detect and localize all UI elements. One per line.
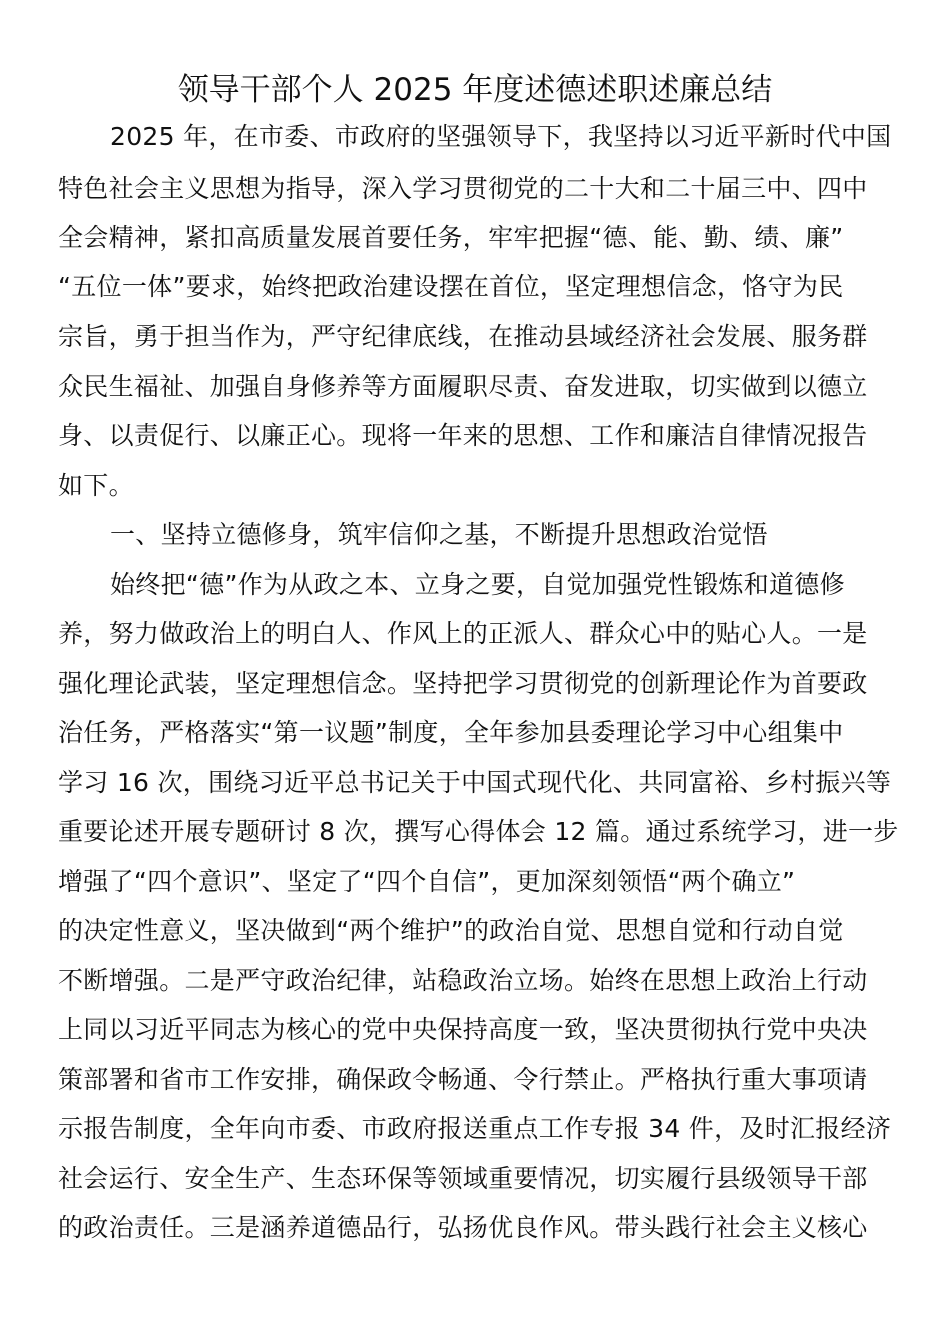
paragraph-line: 众民生福祉、加强自身修养等方面履职尽责、奋发进取，切实做到以德立 [58,372,868,401]
paragraph-line: 不断增强。二是严守政治纪律，站稳政治立场。始终在思想上政治上行动 [58,966,868,995]
paragraph-line: 如下。 [58,471,134,500]
paragraph-line: 治任务，严格落实“第一议题”制度，全年参加县委理论学习中心组集中 [58,718,844,747]
paragraph-line: 全会精神，紧扣高质量发展首要任务，牢牢把握“德、能、勤、绩、廉” [58,223,844,252]
paragraph-line: 的政治责任。三是涵养道德品行，弘扬优良作风。带头践行社会主义核心 [58,1213,868,1242]
paragraph-line: 特色社会主义思想为指导，深入学习贯彻党的二十大和二十届三中、四中 [58,174,868,203]
paragraph-line: 增强了“四个意识”、坚定了“四个自信”，更加深刻领悟“两个确立” [58,867,796,896]
paragraph-line: 2025 年，在市委、市政府的坚强领导下，我坚持以习近平新时代中国 [110,122,892,151]
paragraph-line: 重要论述开展专题研讨 8 次，撰写心得体会 12 篇。通过系统学习，进一步 [58,817,899,846]
paragraph-line: 强化理论武装，坚定理想信念。坚持把学习贯彻党的创新理论作为首要政 [58,669,868,698]
paragraph-line: 的决定性意义，坚决做到“两个维护”的政治自觉、思想自觉和行动自觉 [58,916,844,945]
paragraph-line: “五位一体”要求，始终把政治建设摆在首位，坚定理想信念，恪守为民 [58,272,844,301]
document-title: 领导干部个人 2025 年度述德述职述廉总结 [177,72,773,108]
paragraph-line: 始终把“德”作为从政之本、立身之要，自觉加强党性锻炼和道德修 [110,570,845,599]
paragraph-line: 学习 16 次，围绕习近平总书记关于中国式现代化、共同富裕、乡村振兴等 [58,768,892,797]
paragraph-line: 养，努力做政治上的明白人、作风上的正派人、群众心中的贴心人。一是 [58,619,868,648]
section-heading: 一、坚持立德修身，筑牢信仰之基，不断提升思想政治觉悟 [110,520,768,549]
paragraph-line: 身、以责促行、以廉正心。现将一年来的思想、工作和廉洁自律情况报告 [58,421,868,450]
paragraph-line: 示报告制度，全年向市委、市政府报送重点工作专报 34 件，及时汇报经济 [58,1114,892,1143]
paragraph-line: 策部署和省市工作安排，确保政令畅通、令行禁止。严格执行重大事项请 [58,1065,868,1094]
paragraph-line: 上同以习近平同志为核心的党中央保持高度一致，坚决贯彻执行党中央决 [58,1015,868,1044]
paragraph-line: 宗旨，勇于担当作为，严守纪律底线，在推动县域经济社会发展、服务群 [58,322,868,351]
paragraph-line: 社会运行、安全生产、生态环保等领域重要情况，切实履行县级领导干部 [58,1164,868,1193]
